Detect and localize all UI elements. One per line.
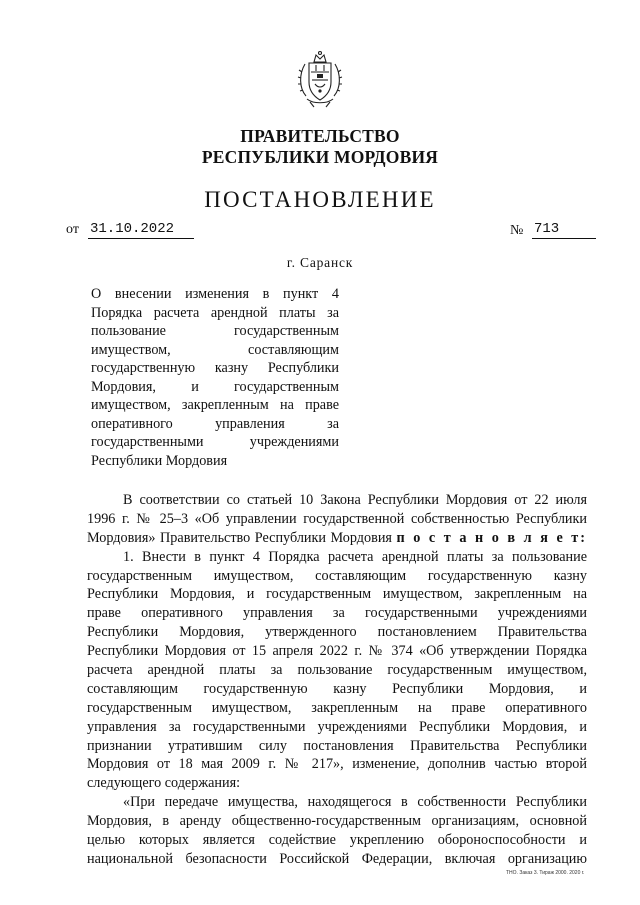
number-prefix: № — [510, 223, 524, 238]
document-number: 713 — [532, 221, 596, 239]
body-line: «При передаче имущества, находящегося в собственности Республики — [123, 794, 587, 811]
body-line-text: Мордовия» Правительство Республики Мордовия — [87, 529, 392, 546]
subject-line: Порядка расчета арендной платы за — [91, 304, 339, 321]
body-line: составляющим государственную казну Республики Мордовия, и — [87, 680, 587, 697]
body-line: Республики Мордовия от 15 апреля 2022 г. № 374 «Об утверждении Порядка — [87, 643, 587, 660]
date-prefix: от — [66, 222, 79, 237]
body-line: государственным имуществом, составляющим государственную казну — [87, 567, 587, 584]
subject-line: Республики Мордовия — [91, 452, 228, 469]
subject-line: государственную казну Республики — [91, 360, 339, 376]
city-name: г. Саранск — [286, 255, 354, 270]
document-body — [87, 491, 587, 869]
print-info: ТНО. Заказ 3. Тираж 2000. 2020 г. — [506, 870, 585, 876]
subject-line: О внесении изменения в пункт 4 — [91, 286, 339, 302]
subject-line: оперативного управления за — [91, 415, 339, 432]
body-line: Мордовия, в аренду общественно-государственным организациям, основной — [87, 813, 587, 830]
body-line: 1996 г. № 25–3 «Об управлении государственной собственностью Республики — [87, 510, 587, 527]
subject-line: имуществом, составляющим — [91, 341, 339, 358]
body-line: Мордовия от 18 мая 2009 г. № 217», изменение, дополнив частью второй — [87, 756, 587, 773]
body-line: Республики Мордовия, утвержденного постановлением Правительства — [87, 624, 587, 641]
document-type-title: ПОСТАНОВЛЕНИЕ — [204, 187, 436, 212]
body-line: национальной безопасности Российской Федерации, включая организацию — [87, 850, 587, 867]
organization-name-line2: РЕСПУБЛИКИ МОРДОВИЯ — [201, 147, 439, 167]
body-line: праве оперативного управления за государственными учреждениями — [87, 605, 587, 622]
body-line: признании утратившим силу постановления Правительства Республики — [87, 737, 587, 754]
document-subject — [91, 285, 339, 470]
subject-line: пользование государственным — [91, 323, 339, 339]
body-line — [87, 529, 587, 548]
body-line: целью которых является содействие укреплению обороноспособности и — [87, 832, 587, 849]
body-line: 1. Внести в пункт 4 Порядка расчета арендной платы за пользование — [123, 548, 587, 565]
body-line: Республики Мордовия, и государственным имуществом, закрепленным на — [87, 586, 587, 603]
body-line: государственным имуществом, закрепленным на праве оперативного — [87, 699, 587, 716]
body-line: следующего содержания: — [87, 775, 241, 792]
organization-name-line1: ПРАВИТЕЛЬСТВО — [240, 126, 400, 146]
resolves-keyword: п о с т а н о в л я е т: — [396, 529, 587, 546]
subject-line: имуществом, закрепленным на праве — [91, 397, 339, 413]
body-line: В соответствии со статьей 10 Закона Республики Мордовия от 22 июля — [123, 492, 587, 508]
subject-line: Мордовия, и государственным — [91, 378, 339, 395]
subject-line: государственными учреждениями — [91, 434, 339, 450]
body-line: управления за государственными учреждениями Республики Мордовия, и — [87, 718, 587, 735]
body-line: расчета арендной платы за пользование государственным имуществом, — [87, 662, 587, 679]
document-date: 31.10.2022 — [88, 221, 194, 239]
coat-of-arms-icon — [296, 50, 344, 110]
